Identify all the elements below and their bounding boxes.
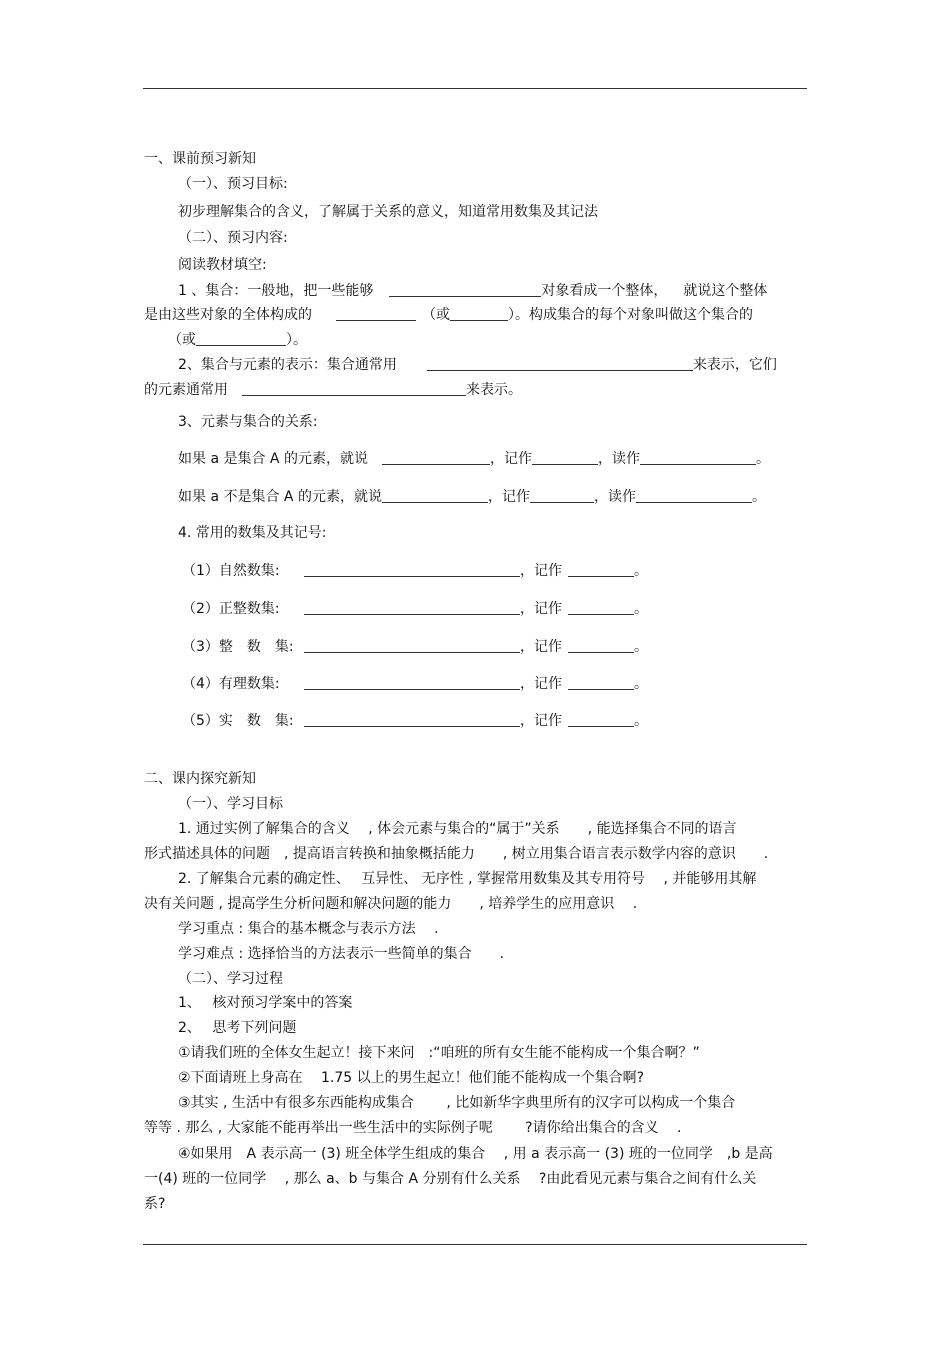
rel1-text-d: 。 [755,451,770,467]
set-label: （1）自然数集: [182,563,280,579]
read-prompt: 阅读教材填空: [178,257,267,273]
blank-field[interactable] [389,282,541,297]
goal-p2-line1: 2. 了解集合元素的确定性、 互异性、 无序性 , 掌握常用数集及其专用符号 , 并能够用其解 [178,871,757,887]
set-note: ，记作 [520,639,562,655]
header-rule [143,88,807,89]
preview-content-heading: （二）、预习内容: [178,230,288,246]
blank-field[interactable] [304,562,520,577]
preview-goal-heading: （一）、预习目标: [178,176,288,192]
set-row [182,562,648,580]
rel2-text-b: ，记作 [487,489,530,505]
set-end: 。 [634,639,648,655]
item2-text-b: 来表示，它们 [692,357,777,373]
set-note: ，记作 [520,676,562,692]
item1-text-g: （或 [168,332,196,348]
blank-field[interactable] [640,450,756,465]
set-row [182,638,648,656]
set-end: 。 [634,713,648,729]
set-row [182,675,648,693]
blank-field[interactable] [427,356,693,371]
blank-field[interactable] [304,675,520,690]
item1-text-f: ）。构成集合的每个对象叫做这个集合的 [508,307,753,323]
step-1: 1、 核对预习学案中的答案 [178,995,353,1011]
rel1-text-b: ，记作 [489,451,532,467]
set-label: （5）实 数 集: [182,713,294,729]
blank-field[interactable] [304,638,520,653]
blank-field[interactable] [636,488,752,503]
step-2: 2、 思考下列问题 [178,1020,297,1036]
question-3-line2: 等等 . 那么 , 大家能不能再举出一些生活中的实际例子呢 ?请你给出集合的含义 . [144,1120,682,1136]
rel1-text-c: ，读作 [597,451,640,467]
goal-p2-line2: 决有关问题 , 提高学生分析问题和解决问题的能力 , 培养学生的应用意识 . [144,896,638,912]
blank-field[interactable] [532,450,598,465]
set-end: 。 [634,676,648,692]
section1-title: 一、课前预习新知 [144,151,256,167]
relation-not-belongs [178,488,766,506]
preview-goal-text: 初步理解集合的含义，了解属于关系的意义，知道常用数集及其记法 [178,204,598,220]
rel1-text-a: 如果 a 是集合 A 的元素，就说 [178,451,368,467]
blank-field[interactable] [568,675,634,690]
process-heading: （二）、学习过程 [178,971,283,987]
blank-field[interactable] [530,488,594,503]
blank-field[interactable] [568,600,634,615]
item1-text-b: 对象看成一个整体， [541,283,668,299]
blank-field[interactable] [568,562,634,577]
question-1: ①请我们班的全体女生起立！接下来问 :“咱班的所有女生能不能构成一个集合啊？” [178,1045,700,1061]
difficulty: 学习难点 : 选择恰当的方法表示一些简单的集合 . [178,946,505,962]
item1-text-h: ）。 [286,332,307,348]
item1-line1 [178,282,767,300]
footer-rule [143,1244,807,1245]
item1-text-d: 是由这些对象的全体构成的 [144,307,312,323]
learning-goal-heading: （一）、学习目标 [178,796,283,812]
item1-text-c: 就说这个整体 [683,283,768,299]
item2-text-a: 2、集合与元素的表示：集合通常用 [178,357,397,373]
blank-field[interactable] [450,306,508,321]
question-4-line3: 系? [144,1196,166,1212]
item2-text-c: 的元素通常用 [144,382,228,398]
set-label: （2）正整数集: [182,601,280,617]
set-end: 。 [634,601,648,617]
item4-heading: 4. 常用的数集及其记号: [178,525,327,541]
set-end: 。 [634,563,648,579]
blank-field[interactable] [196,331,286,346]
set-note: ，记作 [520,713,562,729]
set-label: （4）有理数集: [182,676,280,692]
blank-field[interactable] [382,488,488,503]
item2-line1-row [178,356,777,374]
goal-p1-line1: 1. 通过实例了解集合的含义 , 体会元素与集合的“属于”关系 , 能选择集合不同的语言 [178,821,737,837]
item1-text-e: （或 [422,307,450,323]
blank-field[interactable] [568,638,634,653]
set-note: ，记作 [520,601,562,617]
blank-field[interactable] [304,600,520,615]
set-note: ，记作 [520,563,562,579]
blank-field[interactable] [304,712,520,727]
set-row [182,600,648,618]
relation-belongs [178,450,770,468]
item1-line2 [144,306,753,324]
item1-text-a: 1 、集合：一般地，把一些能够 [178,283,374,299]
question-3-line1: ③其实 , 生活中有很多东西能构成集合 , 比如新华字典里所有的汉字可以构成一个集合 [178,1095,736,1111]
set-label: （3）整 数 集: [182,639,294,655]
item2-line2 [144,381,522,399]
question-4-line2: 一(4) 班的一位同学 , 那么 a、b 与集合 A 分别有什么关系 ?由此看见元素与集合之间有什么关 [144,1171,757,1187]
question-4-line1: ④如果用 A 表示高一 (3) 班全体学生组成的集合 , 用 a 表示高一 (3) 班的一位同学 ,b 是高 [178,1146,773,1162]
item2-text-d: 来表示。 [466,382,522,398]
set-row [182,712,648,730]
question-2: ②下面请班上身高在 1.75 以上的男生起立！他们能不能构成一个集合啊? [178,1070,645,1086]
item1-line3 [168,331,307,349]
blank-field[interactable] [242,381,466,396]
blank-field[interactable] [382,450,490,465]
rel2-text-a: 如果 a 不是集合 A 的元素，就说 [178,489,382,505]
section2-title: 二、课内探究新知 [144,771,256,787]
blank-field[interactable] [568,712,634,727]
key-point: 学习重点 : 集合的基本概念与表示方法 . [178,921,439,937]
rel2-text-d: 。 [751,489,766,505]
item3-heading: 3、元素与集合的关系: [178,414,318,430]
blank-field[interactable] [336,306,416,321]
goal-p1-line2: 形式描述具体的问题 , 提高语言转换和抽象概括能力 , 树立用集合语言表示数学内容的意识 . [144,846,769,862]
rel2-text-c: ，读作 [593,489,636,505]
